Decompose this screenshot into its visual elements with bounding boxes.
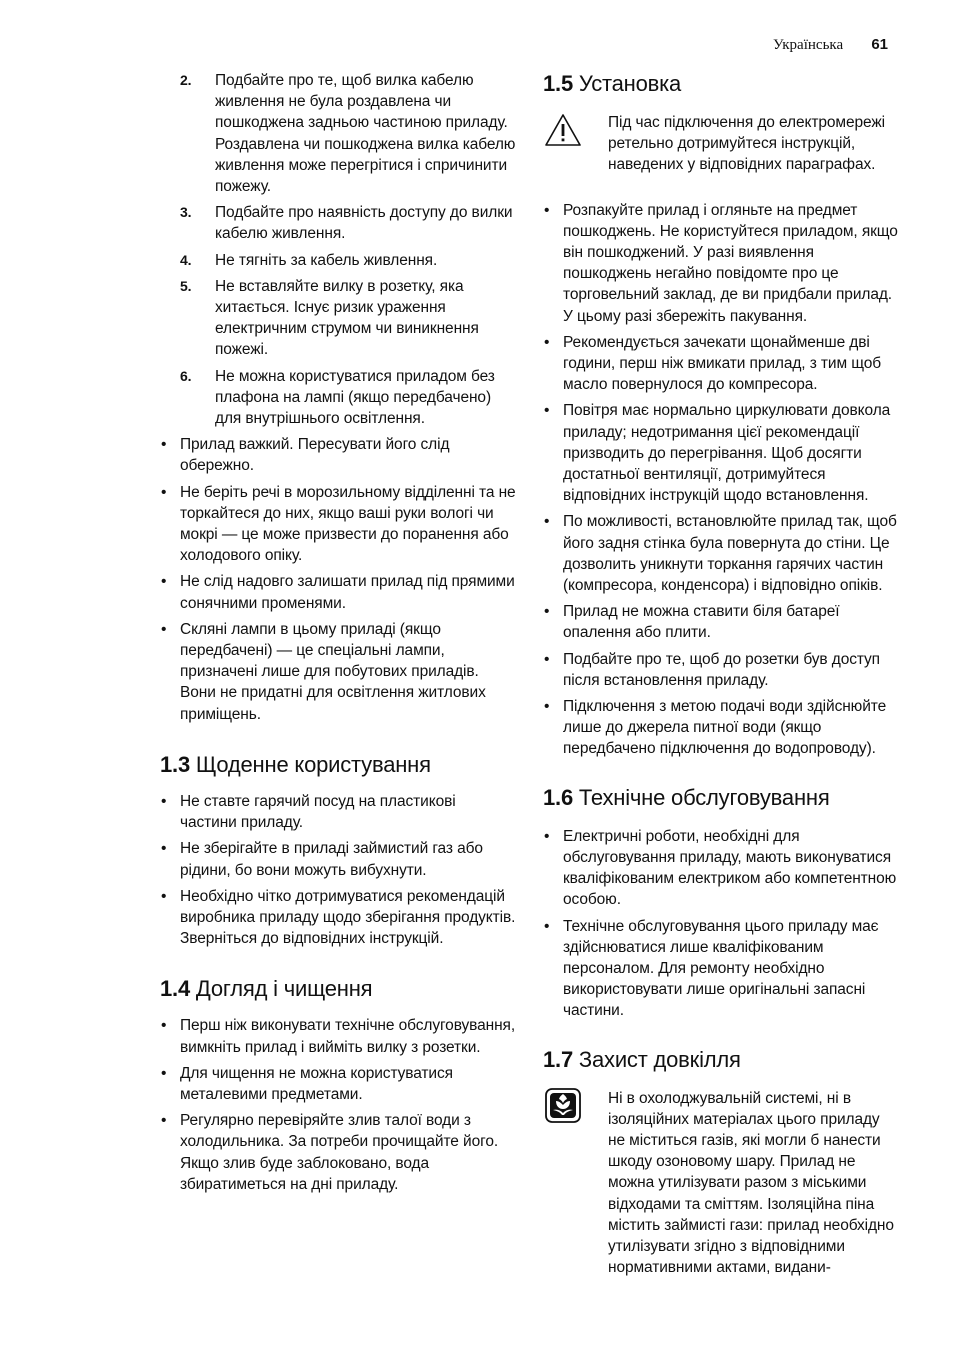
bullet-list (160, 791, 516, 949)
numbered-list (160, 70, 516, 429)
list-item: • Не зберігайте в приладі займистий газ або рідини, бо вони можуть вибухнути. (160, 838, 516, 880)
list-item: • Не слід надовго залишати прилад під прямими сонячними променями. (160, 571, 516, 613)
right-column (543, 70, 899, 1278)
list-item: • Технічне обслуговування цього приладу має здійснюватися лише кваліфікованим персоналом. Для ремонту необхідно використовувати лише оригінальні запасні частини. (543, 916, 899, 1022)
list-item: 3. Подбайте про наявність доступу до вилки кабелю живлення. (180, 204, 513, 243)
list-item: • Скляні лампи в цьому приладі (якщо передбачені) — це спеціальні лампи, призначені лише для побутових приладів. Вони не придатні для освітлення житлових приміщень. (160, 619, 516, 725)
list-item: 5. Не вставляйте вилку в розетку, яка хитається. Існує ризик ураження електричним струмом чи виникнення пожежі. (180, 277, 479, 359)
header-language: Українська (772, 37, 844, 53)
page-number: 61 (871, 36, 888, 53)
warning-icon (543, 112, 583, 154)
list-item: • Прилад важкий. Пересувати його слід обережно. (160, 434, 516, 476)
section-heading-1-6: 1.6 Технічне обслуговування (543, 784, 830, 810)
section-heading-1-7: 1.7 Захист довкілля (543, 1046, 741, 1072)
list-item: • Рекомендується зачекати щонайменше дві години, перш ніж вмикати прилад, з тим щоб масло повернулося до компресора. (543, 332, 899, 396)
list-item: • Електричні роботи, необхідні для обслуговування приладу, мають виконуватися кваліфікованим електриком або компетентною особою. (543, 826, 899, 911)
list-item: • Регулярно перевіряйте злив талої води з холодильника. За потреби прочищайте його. Якщо злив буде заблоковано, вода збиратиметься на дні приладу. (160, 1110, 516, 1195)
list-item: • Не беріть речі в морозильному відділенні та не торкайтеся до них, якщо ваші руки вологі чи мокрі — це може призвести до поранення або холодового опіку. (160, 482, 516, 567)
list-item: • Для чищення не можна користуватися металевими предметами. (160, 1063, 516, 1105)
section-heading-1-3: 1.3 Щоденне користування (160, 751, 431, 777)
list-item: • Подбайте про те, щоб до розетки був доступ після встановлення приладу. (543, 649, 899, 691)
bullet-list (160, 434, 516, 725)
warning-notice (543, 112, 899, 176)
list-item: • Підключення з метою подачі води здійснюйте лише до джерела питної води (якщо передбачено підключення до водопроводу). (543, 696, 899, 760)
list-item: • Прилад не можна ставити біля батареї опалення або плити. (543, 601, 899, 643)
environment-notice (543, 1088, 899, 1279)
environment-flower-icon (543, 1088, 583, 1130)
section-heading-1-5: 1.5 Установка (543, 71, 682, 96)
list-item: • Перш ніж виконувати технічне обслуговування, вимкніть прилад і вийміть вилку з розетки. (160, 1015, 516, 1057)
bullet-list (543, 826, 899, 1022)
list-item: 4. Не тягніть за кабель живлення. (180, 251, 438, 269)
section-heading-1-4: 1.4 Догляд і чищення (160, 976, 373, 1002)
page-header (773, 36, 888, 54)
bullet-list (543, 200, 899, 760)
bullet-list (160, 1015, 516, 1195)
list-item: • Повітря має нормально циркулювати довкола приладу; недотримання цієї рекомендації призводить до перегрівання. Щоб досягти достатньої вентиляції, дотримуйтеся відповідних інструкцій щодо встановлення. (543, 400, 899, 506)
list-item: • По можливості, встановлюйте прилад так, щоб його задня стінка була повернута до стіни. Це дозволить уникнути торкання гарячих частин (компресора, конденсора) і відповідно опіків. (543, 511, 899, 596)
list-item: 6. Не можна користуватися приладом без плафона на лампі (якщо передбачено) для внутрішнього освітлення. (180, 367, 495, 428)
list-item: • Необхідно чітко дотримуватися рекомендацій виробника приладу щодо зберігання продуктів. Зверніться до відповідних інструкцій. (160, 886, 516, 950)
environment-text: Ні в охолоджувальній системі, ні в ізоляційних матеріалах цього приладу не міститься газів, які могли б нанести шкоду озоновому шару. Прилад не можна утилізувати разом з міськими відходами та сміттям. Ізоляційна піна містить займисті гази: прилад необхідно утилізувати згідно з відповідними нормативними актами, видани- (608, 1089, 894, 1277)
warning-text: Під час підключення до електромережі ретельно дотримуйтеся інструкцій, наведених у відповідних параграфах. (608, 114, 885, 174)
list-item: • Розпакуйте прилад і огляньте на предмет пошкоджень. Не користуйтеся приладом, якщо він пошкоджений. У разі виявлення пошкоджень негайно повідомте про це торговельний заклад, де ви придбали прилад. У цьому разі збережіть пакування. (543, 200, 899, 327)
list-item: 2. Подбайте про те, щоб вилка кабелю живлення не була роздавлена чи пошкоджена задньою частиною приладу. Роздавлена чи пошкоджена вилка кабелю живлення може перегрітися і спричинити пожежу. (180, 72, 516, 196)
left-column (160, 70, 516, 1200)
list-item: • Не ставте гарячий посуд на пластикові частини приладу. (160, 791, 516, 833)
